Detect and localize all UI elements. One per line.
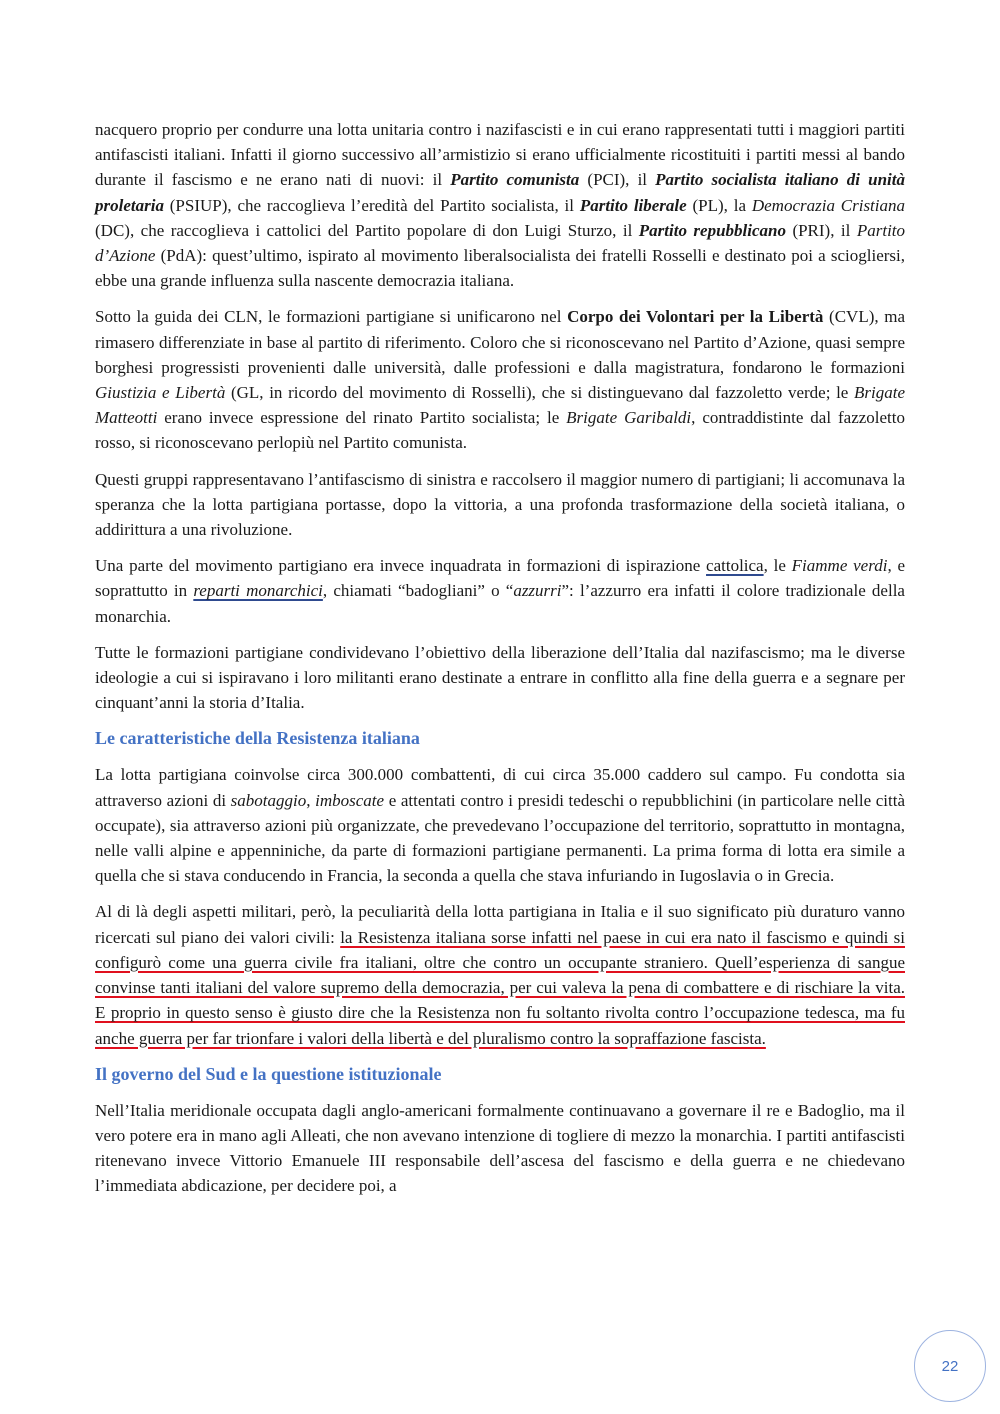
text: (PRI), il [785, 220, 857, 240]
term-brigate-matteotti: Brigate Matteotti [95, 383, 906, 428]
section-heading-caratteristiche: Le caratteristiche della Resistenza italiana [95, 728, 420, 749]
text: , le [763, 556, 792, 576]
text: erano invece espressione del rinato Partito socialista; le [157, 408, 567, 428]
term-pda: Partito d’Azione [95, 220, 906, 266]
term-pci: Partito comunista [450, 170, 580, 190]
text: (PSIUP), che raccoglieva l’eredità del Partito socialista, il [163, 195, 580, 215]
text: , [306, 790, 316, 810]
term-sabotaggio: sabotaggio [230, 790, 307, 810]
text: La lotta partigiana coinvolse circa 300.000 combattenti, di cui circa 35.000 caddero sul campo. Fu condotta sia attraverso azioni di [95, 765, 905, 810]
text: e attentati contro i presidi tedeschi o repubblichini (in particolare nelle città occupate), sia attraverso azioni più organizzate, che prevedevano l’occupazione del territorio, soprattutto in montagna, nelle valli alpine e appenniniche, da parte di formazioni partigiane permanenti. La prima forma di lotta era simile a quella che si stava conducendo in Francia, la seconda a quella che stava infuriando in Iugoslavia o in Grecia. [95, 790, 906, 886]
term-azzurri: azzurri [513, 581, 562, 601]
text: nacquero proprio per condurre una lotta unitaria contro i nazifascisti e in cui erano rappresentati tutti i maggiori partiti antifascisti italiani. Infatti il giorno successivo all’armistizio si erano ufficialmente ricostituiti i partiti messi al bando durante il fascismo e ne erano nati di nuovi: il [95, 120, 905, 190]
underlined-term-reparti-monarchici: reparti monarchici [193, 581, 323, 601]
underlined-term-cattolica: cattolica [706, 556, 764, 576]
term-dc: Democrazia Cristiana [751, 195, 906, 215]
paragraph-italia-meridionale: Nell’Italia meridionale occupata dagli anglo-americani formalmente continuavano a governare il re e Badoglio, ma il vero potere era in mano agli Alleati, che non avevano intenzione di togliere di mezzo la monarchia. I partiti antifascisti ritenevano invece Vittorio Emanuele III responsabile dell’ascesa del fascismo e della guerra e ne chiedevano l’immediata abdicazione, per decidere poi, a [95, 1100, 905, 1196]
text: ”: l’azzurro era infatti il colore tradizionale della monarchia. [95, 581, 905, 626]
term-brigate-garibaldi: Brigate Garibaldi [566, 408, 692, 428]
page-number-badge [914, 1330, 986, 1402]
page-number: 22 [941, 1357, 959, 1375]
paragraph-lotta-partigiana [95, 762, 905, 888]
text: Una parte del movimento partigiano era invece inquadrata in formazioni di ispirazione [95, 556, 707, 576]
text: , chiamati “badogliani” o “ [322, 581, 514, 601]
page-body [95, 117, 905, 1210]
text: (PCI), il [579, 170, 656, 190]
text: (CVL), ma rimasero differenziate in base al partito di riferimento. Coloro che si riconoscevano nel Partito d’Azione, quasi sempre borghesi progressisti provenienti dalle università, dalle professioni e dalla magistratura, fondarono le formazioni [95, 307, 906, 377]
paragraph-obiettivo: Tutte le formazioni partigiane condividevano l’obiettivo della liberazione dell’Italia dal nazifascismo; ma le diverse ideologie a cui si ispiravano i loro militanti erano destinate a entrare in conflitto alla fine della guerra e a segnare per cinquant’anni la storia d’Italia. [95, 642, 905, 713]
paragraph-cvl [95, 304, 905, 455]
term-gl: Giustizia e Libertà [95, 383, 226, 403]
term-cvl: Corpo dei Volontari per la Libertà [567, 307, 824, 327]
text: (PdA): quest’ultimo, ispirato al movimento liberalsocialista dei fratelli Rosselli e destinato poi a sciogliersi, ebbe una grande influenza sulla nascente democrazia italiana. [95, 246, 905, 291]
paragraph-cattolici-monarchici [95, 553, 905, 629]
paragraph-sinistra: Questi gruppi rappresentavano l’antifascismo di sinistra e raccolsero il maggior numero di partigiani; li accomunava la speranza che la lotta partigiana portasse, dopo la vittoria, a una profonda trasformazione della società italiana, o addirittura a una rivoluzione. [95, 469, 905, 540]
term-imboscate: imboscate [315, 790, 385, 810]
text: (PL), la [686, 195, 752, 215]
term-pri: Partito repubblicano [638, 220, 786, 240]
paragraph-valori-civili [95, 899, 905, 1050]
text: (DC), che raccoglieva i cattolici del Partito popolare di don Luigi Sturzo, il [95, 220, 639, 240]
highlighted-passage: la Resistenza italiana sorse infatti nel paese in cui era nato il fascismo e quindi si configurò come una guerra civile fra italiani, oltre che contro un occupante straniero. Quell’esperienza di sangue convinse tanti italiani del valore supremo della democrazia, per cui valeva la pena di combattere e di rischiare la vita. E proprio in questo senso è giusto dire che la Resistenza non fu soltanto rivolta contro l’occupazione tedesca, ma fu anche guerra per far trionfare i valori della libertà e del pluralismo contro la sopraffazione fascista. [95, 927, 905, 1048]
paragraph-partiti [95, 117, 905, 293]
text: Sotto la guida dei CLN, le formazioni partigiane si unificarono nel [95, 307, 568, 327]
text: Al di là degli aspetti militari, però, la peculiarità della lotta partigiana in Italia e il suo significato più duraturo vanno ricercati sul piano dei valori civili: [95, 902, 905, 947]
section-heading-governo-sud: Il governo del Sud e la questione istituzionale [95, 1063, 442, 1084]
text: (GL, in ricordo del movimento di Rosselli), che si distinguevano dal fazzoletto verde; le [225, 383, 855, 403]
text: , e soprattutto in [95, 556, 905, 601]
text: , contraddistinte dal fazzoletto rosso, si riconoscevano perlopiù nel Partito comunista. [95, 408, 905, 453]
term-pl: Partito liberale [579, 195, 687, 215]
term-fiamme-verdi: Fiamme verdi [791, 556, 888, 576]
term-psiup: Partito socialista italiano di unità proletaria [95, 170, 905, 215]
